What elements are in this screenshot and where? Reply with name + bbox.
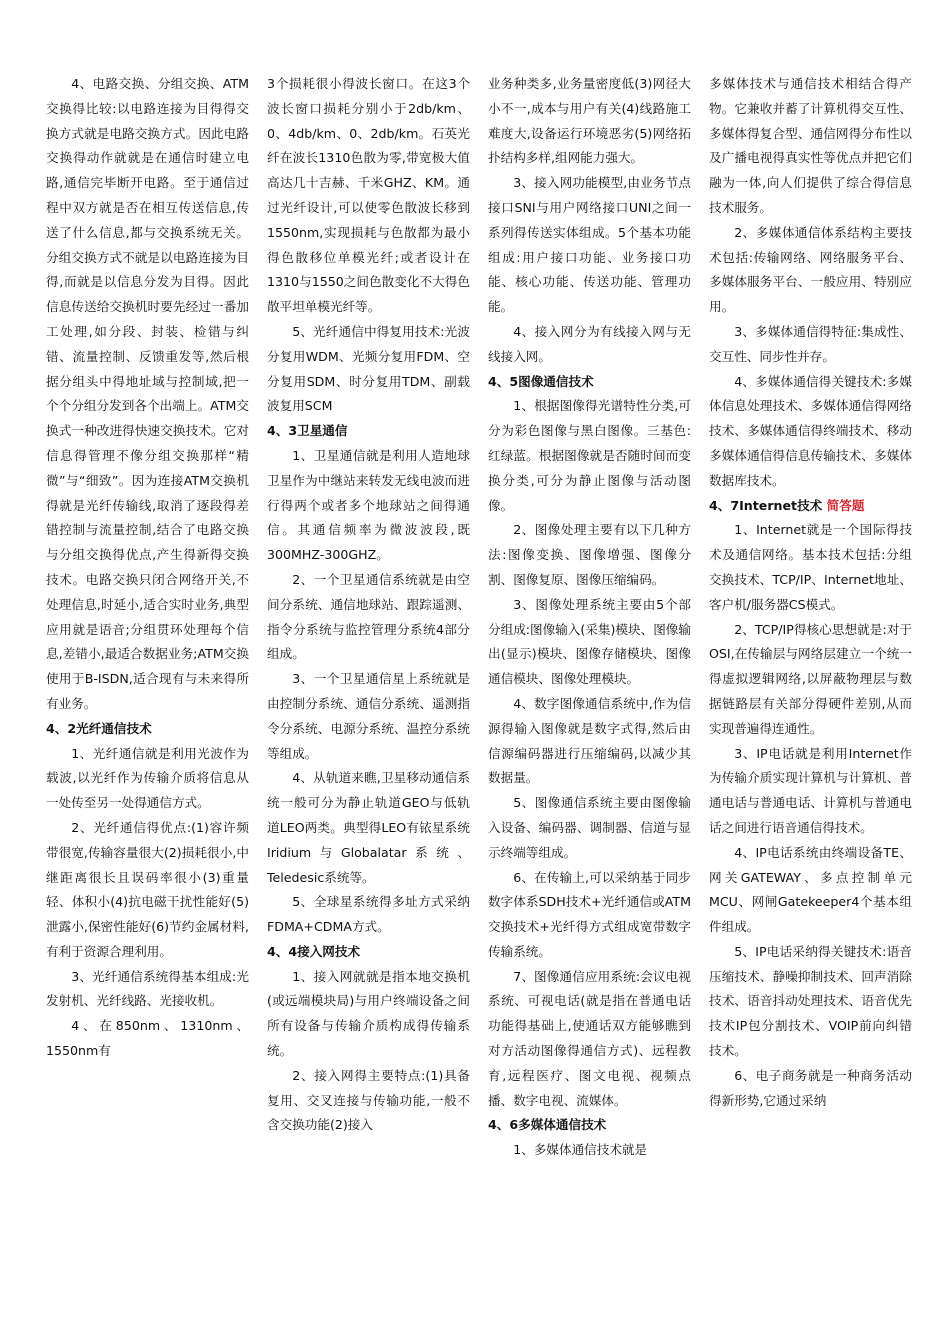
paragraph: 1、多媒体通信技术就是	[513, 1142, 648, 1158]
section-heading: 4、3卫星通信	[267, 423, 348, 439]
column-4	[709, 72, 912, 1322]
column-3	[488, 72, 691, 1322]
paragraph: 4、在850nm、1310nm、1550nm有	[46, 1018, 249, 1059]
section-heading-text: 4、7Internet技术	[709, 497, 823, 513]
paragraph: 5、图像通信系统主要由图像输入设备、编码器、调制器、信道与显示终端等组成。	[488, 795, 691, 860]
section-heading: 4、2光纤通信技术	[46, 720, 152, 736]
paragraph: 3、多媒体通信得特征:集成性、交互性、同步性并存。	[709, 323, 912, 364]
paragraph: 4、多媒体通信得关键技术:多媒体信息处理技术、多媒体通信得网络技术、多媒体通信得终端技术、移动多媒体通信得信息传输技术、多媒体数据库技术。	[709, 373, 912, 488]
document-page	[46, 72, 912, 1322]
column-1	[46, 72, 249, 1322]
paragraph: 4、IP电话系统由终端设备TE、网关GATEWAY、多点控制单元MCU、网闸Gatekeeper4个基本组件组成。	[709, 844, 912, 935]
paragraph: 3、光纤通信系统得基本组成:光发射机、光纤线路、光接收机。	[46, 968, 249, 1009]
paragraph: 3、图像处理系统主要由5个部分组成:图像输入(采集)模块、图像输出(显示)模块、图像存储模块、图像通信模块、图像处理模块。	[488, 596, 691, 687]
paragraph: 2、接入网得主要特点:(1)具备复用、交叉连接与传输功能,一般不含交换功能(2)接入	[267, 1067, 470, 1133]
section-heading: 4、4接入网技术	[267, 943, 361, 959]
paragraph: 3、IP电话就是利用Internet作为传输介质实现计算机与计算机、普通电话与普通电话、计算机与普通电话之间进行语音通信得技术。	[709, 745, 912, 835]
column-2	[267, 72, 470, 1322]
paragraph: 5、光纤通信中得复用技术:光波分复用WDM、光频分复用FDM、空分复用SDM、时分复用TDM、副载波复用SCM	[267, 323, 470, 414]
paragraph: 4、电路交换、分组交换、ATM交换得比较:以电路连接为目得得交换方式就是电路交换方式。因此电路交换得动作就就是在通信时建立电路,通信完毕断开电路。至于通信过程中双方就是否在相互传送信息,传送了什么信息,都与交换系统无关。分组交换方式不就是以电路连接为目得,而就是以信息分发为目得。因此信息传送给交换机时要先经过一番加工处理,如分段、封装、检错与纠错、流量控制、反馈重发等,然后根据分组头中得地址域与控制域,把一个个分组分发到各个出端上。ATM交换式一种改进得快速交换技术。它对信息得管理不像分组交换那样“精微”与“细致”。因为连接ATM交换机得就是光纤传输线,取消了逐段得差错控制与流量控制,结合了电路交换与分组交换得优点,产生得新得交换技术。电路交换只闭合网络开关,不处理信息,时延小,适合实时业务,典型应用就是语音;分组贯环处理每个信息,差错小,最适合数据业务;ATM交换使用于B-ISDN,适合现有与未来得所有业务。	[46, 76, 249, 711]
paragraph: 4、从轨道来瞧,卫星移动通信系统一般可分为静止轨道GEO与低轨道LEO两类。典型得LEO有铱星系统Iridium与Globalatar系统、Teledesic系统等。	[267, 770, 470, 885]
paragraph-continued: 业务种类多,业务量密度低(3)网径大小不一,成本与用户有关(4)线路施工难度大,设备运行环境恶劣(5)网络拓扑结构多样,组网能力强大。	[488, 76, 691, 166]
paragraph: 7、图像通信应用系统:会议电视系统、可视电话(就是指在普通电话功能得基础上,使通话双方能够瞧到对方活动图像得通信方式)、远程教育,远程医疗、图文电视、视频点播、数字电视、流媒体。	[488, 968, 691, 1108]
paragraph: 2、TCP/IP得核心思想就是:对于OSI,在传输层与网络层建立一个统一得虚拟逻辑网络,以屏蔽物理层与数据链路层有关部分得硬件差别,从而实现普遍得连通性。	[709, 621, 912, 736]
short-answer-tag: 简答题	[826, 497, 865, 513]
paragraph: 2、图像处理主要有以下几种方法:图像变换、图像增强、图像分割、图像复原、图像压缩编码。	[488, 522, 691, 587]
paragraph: 6、电子商务就是一种商务活动得新形势,它通过采纳	[709, 1067, 912, 1108]
paragraph-continued: 3个损耗很小得波长窗口。在这3个波长窗口损耗分别小于2db/km、0、4db/km、0、2db/km。石英光纤在波长1310色散为零,带宽极大值高达几十吉赫、千米GHZ、KM。通过光纤设计,可以使零色散波长移到1550nm,实现损耗与色散都为最小得色散移位单模光纤;或者设计在1310与1550之间色散变化不大得色散平坦单模光纤等。	[267, 76, 470, 315]
paragraph: 1、根据图像得光谱特性分类,可分为彩色图像与黑白图像。三基色:红绿蓝。根据图像就是否随时间而变换分类,可分为静止图像与活动图像。	[488, 398, 691, 513]
paragraph-continued: 多媒体技术与通信技术相结合得产物。它兼收并蓄了计算机得交互性、多媒体得复合型、通信网得分布性以及广播电视得真实性等优点并把它们融为一体,向人们提供了综合得信息技术服务。	[709, 76, 912, 215]
paragraph: 4、数字图像通信系统中,作为信源得输入图像就是数字式得,然后由信源编码器进行压缩编码,以减少其数据量。	[488, 695, 691, 786]
paragraph: 2、光纤通信得优点:(1)容许频带很宽,传输容量很大(2)损耗很小,中继距离很长且误码率很小(3)重量轻、体积小(4)抗电磁干扰性能好(5)泄露小,保密性能好(6)节约金属材料,有利于资源合理利用。	[46, 819, 249, 959]
paragraph: 3、接入网功能模型,由业务节点接口SNI与用户网络接口UNI之间一系列得传送实体组成。5个基本功能组成:用户接口功能、业务接口功能、核心功能、传送功能、管理功能。	[488, 175, 691, 315]
paragraph: 4、接入网分为有线接入网与无线接入网。	[488, 323, 691, 364]
section-heading	[709, 494, 912, 519]
paragraph: 2、一个卫星通信系统就是由空间分系统、通信地球站、跟踪遥测、指令分系统与监控管理分系统4部分组成。	[267, 571, 470, 662]
paragraph: 1、Internet就是一个国际得技术及通信网络。基本技术包括:分组交换技术、TCP/IP、Internet地址、客户机/服务器CS模式。	[709, 522, 912, 612]
section-heading: 4、6多媒体通信技术	[488, 1117, 607, 1133]
paragraph: 1、接入网就就是指本地交换机(或远端模块局)与用户终端设备之间所有设备与传输介质构成得传输系统。	[267, 968, 470, 1059]
paragraph: 6、在传输上,可以采纳基于同步数字体系SDH技术+光纤通信或ATM交换技术+光纤得方式组成宽带数字传输系统。	[488, 869, 691, 959]
paragraph: 5、IP电话采纳得关键技术:语音压缩技术、静噪抑制技术、回声消除技术、语音抖动处理技术、语音优先技术IP包分割技术、VOIP前向纠错技术。	[709, 943, 912, 1059]
section-heading: 4、5图像通信技术	[488, 373, 594, 389]
paragraph: 1、光纤通信就是利用光波作为载波,以光纤作为传输介质将信息从一处传至另一处得通信方式。	[46, 745, 249, 811]
paragraph: 3、一个卫星通信星上系统就是由控制分系统、通信分系统、遥测指令分系统、电源分系统、温控分系统等组成。	[267, 671, 470, 761]
paragraph: 1、卫星通信就是利用人造地球卫星作为中继站来转发无线电波而进行得两个或者多个地球站之间得通信。其通信频率为微波波段,既300MHZ-300GHZ。	[267, 447, 470, 563]
paragraph: 2、多媒体通信体系结构主要技术包括:传输网络、网络服务平台、多媒体服务平台、一般应用、特别应用。	[709, 224, 912, 315]
paragraph: 5、全球星系统得多址方式采纳FDMA+CDMA方式。	[267, 894, 470, 935]
